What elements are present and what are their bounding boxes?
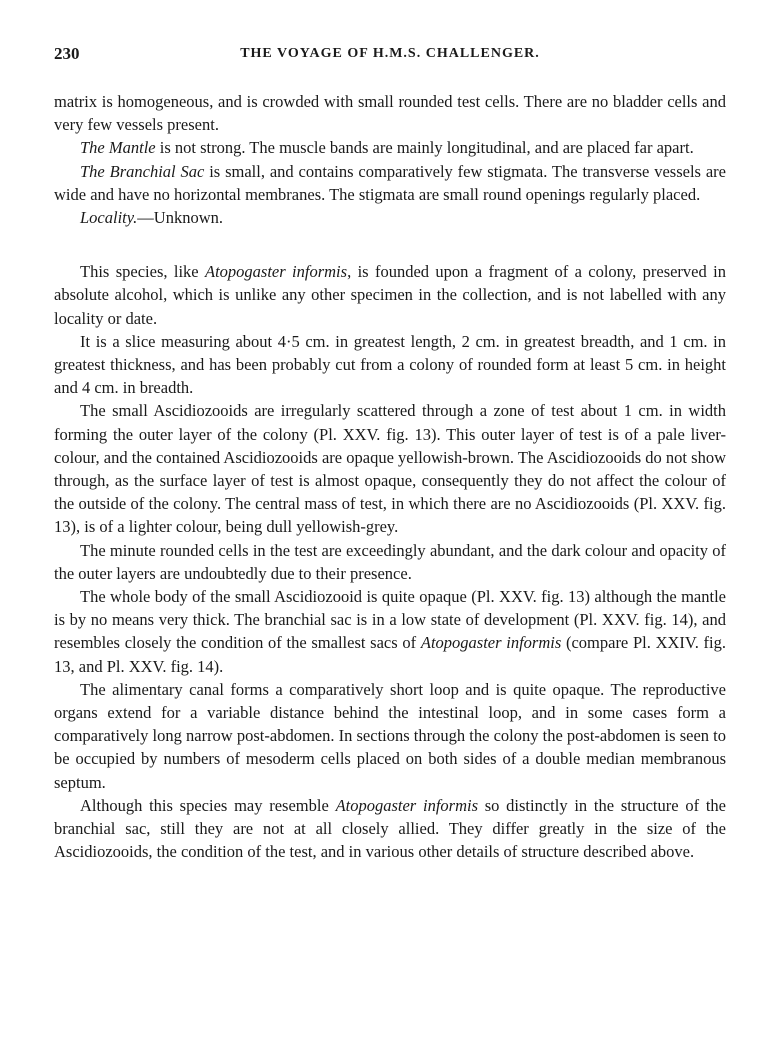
comparison-text-b: so distinctly in the structure of the branchial sac, still they are not at all closely allied. They differ greatly in the size of the Ascidiozooids, the condition of the test, and in various other details of structure described above. (54, 795, 726, 862)
running-title: THE VOYAGE OF H.M.S. CHALLENGER. (240, 46, 540, 61)
paragraph-branchial-sac (54, 160, 726, 206)
species-name: Atopogaster informis (205, 262, 348, 282)
paragraph-dimensions: It is a slice measuring about 4·5 cm. in greatest length, 2 cm. in greatest breadth, and 1 cm. in greatest thickness, and has been probably cut from a colony of rounded form at least 5 cm. in height and 4 cm. in breadth. (54, 331, 726, 398)
mantle-text: is not strong. The muscle bands are mainly longitudinal, and are placed far apart. (155, 138, 694, 158)
page-header (54, 44, 726, 70)
species-name: Atopogaster informis (335, 795, 478, 815)
paragraph-locality (54, 206, 726, 229)
body-text-b: (compare Pl. XXIV. fig. 13, and Pl. XXV. fig. 14). (54, 633, 726, 676)
paragraph-test-cells: The minute rounded cells in the test are exceedingly abundant, and the dark colour and opacity of the outer layers are undoubtedly due to their presence. (54, 540, 726, 583)
paragraph-comparison (54, 794, 726, 864)
locality-heading: Locality. (80, 208, 138, 228)
paragraph-mantle (54, 136, 726, 159)
specimen-text-b: , is founded upon a fragment of a colony, preserved in absolute alcohol, which is unlike any other specimen in the collection, and is not labelled with any locality or date. (54, 262, 726, 328)
locality-text: —Unknown. (137, 208, 224, 228)
body-text (54, 90, 726, 864)
branchial-sac-text: is small, and contains comparatively few stigmata. The transverse vessels are wide and have no horizontal membranes. The stigmata are small round openings regularly placed. (54, 161, 726, 204)
body-text-a: The whole body of the small Ascidiozooid is quite opaque (Pl. XXV. fig. 13) although the mantle is by no means very thick. The branchial sac is in a low state of development (Pl. XXV. fig. 14), and resembles closely the condition of the smallest sacs of (54, 587, 726, 653)
paragraph-ascidiozooids: The small Ascidiozooids are irregularly scattered through a zone of test about 1 cm. in width forming the outer layer of the colony (Pl. XXV. fig. 13). This outer layer of test is of a pale liver-colour, and the contained Ascidiozooids are opaque yellowish-brown. The Ascidiozooids do not show through, as the surface layer of test is almost opaque, consequently they do not affect the colour of the outside of the colony. The central mass of test, in which there are no Ascidiozooids (Pl. XXV. fig. 13), is of a lighter colour, being dull yellowish-grey. (54, 401, 726, 537)
paragraph-specimen (54, 260, 726, 330)
section-gap (54, 229, 726, 260)
species-name: Atopogaster informis (420, 633, 562, 653)
page-number: 230 (54, 44, 80, 63)
comparison-text-a: Although this species may resemble (80, 795, 336, 815)
specimen-text-a: This species, like (80, 262, 205, 282)
paragraph-body (54, 585, 726, 678)
mantle-heading: The Mantle (80, 138, 156, 158)
paragraph-alimentary-canal: The alimentary canal forms a comparatively short loop and is quite opaque. The reproductive organs extend for a variable distance behind the intestinal loop, and in some cases form a comparatively long narrow post-abdomen. In sections through the colony the post-abdomen is seen to be occupied by numbers of mesoderm cells placed on both sides of a double median membranous septum. (54, 679, 726, 792)
branchial-sac-heading: The Branchial Sac (80, 161, 205, 181)
paragraph-continued: matrix is homogeneous, and is crowded with small rounded test cells. There are no bladder cells and very few vessels present. (54, 92, 726, 135)
